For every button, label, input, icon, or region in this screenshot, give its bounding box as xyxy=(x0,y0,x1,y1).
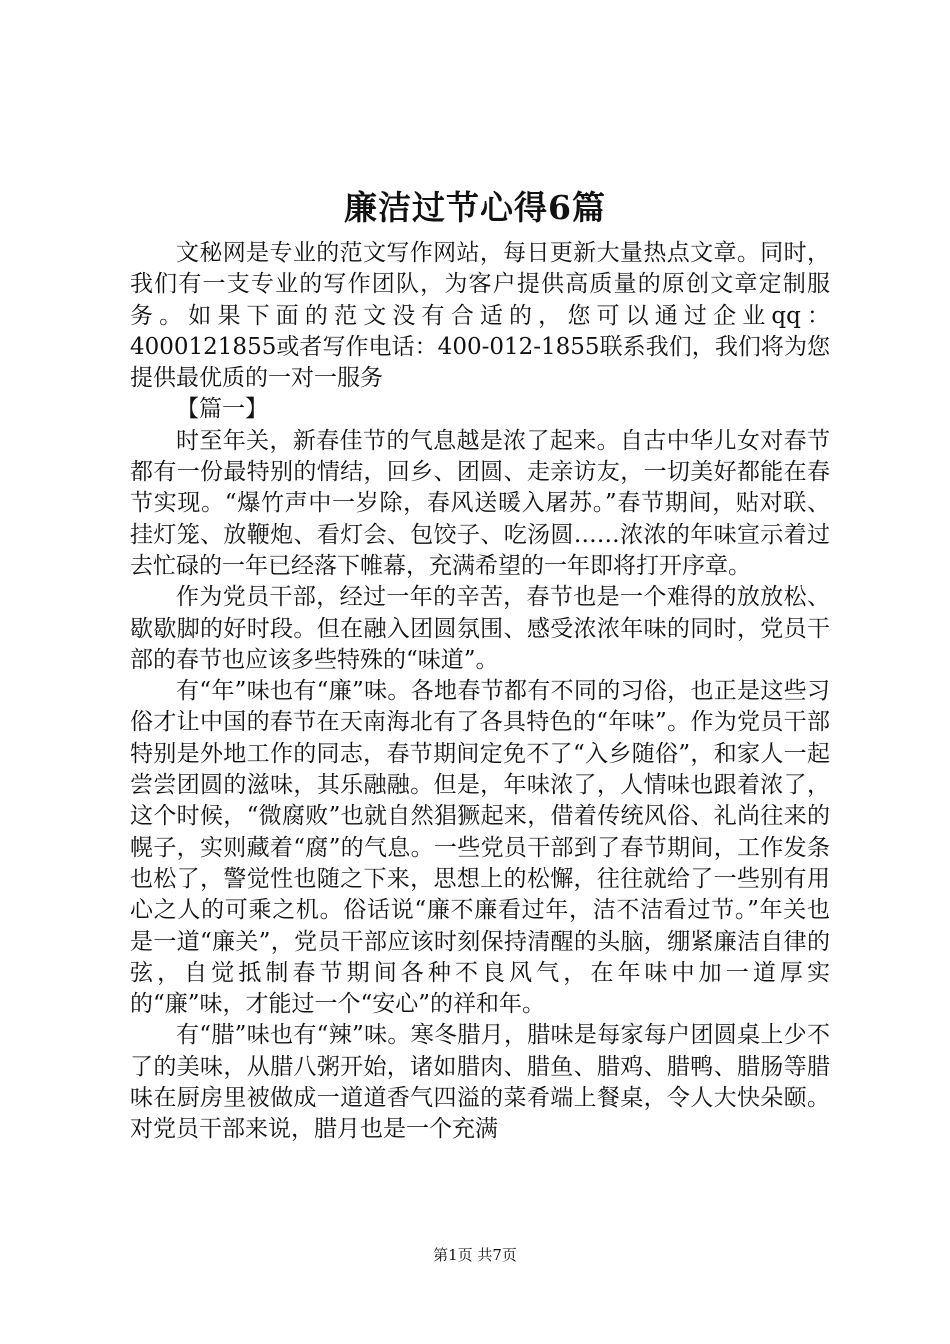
document-body xyxy=(130,238,830,1146)
body-paragraph: 有“腊”味也有“辣”味。寒冬腊月，腊味是每家每户团圆桌上少不了的美味，从腊八粥开始，诸如腊肉、腊鱼、腊鸡、腊鸭、腊肠等腊味在厨房里被做成一道道香气四溢的菜肴端上餐桌，令人大快朵颐。对党员干部来说，腊月也是一个充满 xyxy=(130,1022,830,1143)
body-paragraph: 时至年关，新春佳节的气息越是浓了起来。自古中华儿女对春节都有一份最特别的情结，回乡、团圆、走亲访友，一切美好都能在春节实现。“爆竹声中一岁除，春风送暖入屠苏。”春节期间，贴对联、挂灯笼、放鞭炮、看灯会、包饺子、吃汤圆……浓浓的年味宣示着过去忙碌的一年已经落下帷幕，充满希望的一年即将打开序章。 xyxy=(130,427,830,579)
document-title: 廉洁过节心得6篇 xyxy=(344,188,606,227)
page-number-footer: 第1页 共7页 xyxy=(433,1246,517,1264)
intro-paragraph: 文秘网是专业的范文写作网站，每日更新大量热点文章。同时，我们有一支专业的写作团队，为客户提供高质量的原创文章定制服务。如果下面的范文没有合适的，您可以通过企业qq：4000121855或者写作电话：400-012-1855联系我们，我们将为您提供最优质的一对一服务 xyxy=(130,240,830,392)
body-paragraph: 有“年”味也有“廉”味。各地春节都有不同的习俗，也正是这些习俗才让中国的春节在天南海北有了各具特色的“年味”。作为党员干部特别是外地工作的同志，春节期间定免不了“入乡随俗”，和家人一起尝尝团圆的滋味，其乐融融。但是，年味浓了，人情味也跟着浓了，这个时候，“微腐败”也就自然猖獗起来，借着传统风俗、礼尚往来的幌子，实则藏着“腐”的气息。一些党员干部到了春节期间，工作发条也松了，警觉性也随之下来，思想上的松懈，往往就给了一些别有用心之人的可乘之机。俗话说“廉不廉看过年，洁不洁看过节。”年关也是一道“廉关”，党员干部应该时刻保持清醒的头脑，绷紧廉洁自律的弦，自觉抵制春节期间各种不良风气，在年味中加一道厚实的“廉”味，才能过一个“安心”的祥和年。 xyxy=(130,678,830,1018)
section-heading: 【篇一】 xyxy=(176,396,268,423)
body-paragraph: 作为党员干部，经过一年的辛苦，春节也是一个难得的放放松、歇歇脚的好时段。但在融入团圆氛围、感受浓浓年味的同时，党员干部的春节也应该多些特殊的“味道”。 xyxy=(130,584,830,673)
